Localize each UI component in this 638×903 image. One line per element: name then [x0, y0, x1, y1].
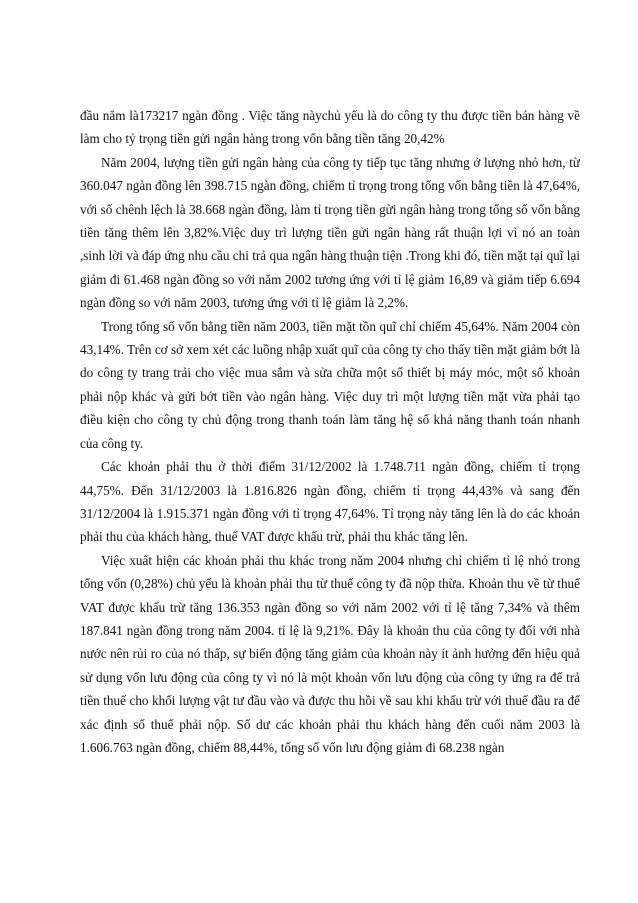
paragraph-4: Các khoản phải thu ở thời điểm 31/12/2002 là 1.748.711 ngàn đồng, chiếm tỉ trọng 44,75%. Đến 31/12/2003 là 1.816.826 ngàn đồng, chiếm tỉ trọng 44,43% và sang đến 31/12/2004 là 1.915.371 ngàn đồng với tỉ trọng 47,64%. Tỉ trọng này tăng lên là do các khoản phải thu của khách hàng, thuế VAT được khấu trừ, phải thu khác tăng lên.	[80, 459, 580, 545]
paragraph-2: Năm 2004, lượng tiền gửi ngân hàng của công ty tiếp tục tăng nhưng ở lượng nhỏ hơn, từ 360.047 ngàn đồng lên 398.715 ngàn đồng, chiếm tỉ trọng trong tổng vốn bằng tiền là 47,64%, với số chênh lệch là 38.668 ngàn đồng, làm tỉ trọng tiền gửi ngân hàng trong tổng số vốn bằng tiền tăng thêm lên 3,82%.Việc duy trì lượng tiền gửi ngân hàng rất thuận lợi vì nó an toàn ,sinh lời và đáp ứng nhu cầu chi trả qua ngân hàng thuận tiện .Trong khi đó, tiền mặt tại quĩ lại giảm đi 61.468 ngàn đồng so với năm 2002 tương ứng với tỉ lệ giảm 16,89 và giảm tiếp 6.694 ngàn đồng so với năm 2003, tương ứng với tỉ lệ giảm là 2,2%.	[80, 154, 580, 311]
paragraph-3: Trong tổng số vốn bằng tiền năm 2003, tiền mặt tồn quĩ chỉ chiếm 45,64%. Năm 2004 còn 43,14%. Trên cơ sở xem xét các luồng nhập xuất quĩ của công ty cho thấy tiền mặt giảm bớt là do công ty trang trải cho việc mua sắm và sửa chữa một số thiết bị máy móc, một số khoản phải nộp khác và gửi bớt tiền vào ngân hàng. Việc duy trì một lượng tiền mặt vừa phải tạo điều kiện cho công ty chủ động trong thanh toán làm tăng hệ số khả năng thanh toán nhanh của công ty.	[80, 318, 580, 451]
paragraph-5: Việc xuất hiện các khoản phải thu khác trong năm 2004 nhưng chỉ chiếm tỉ lệ nhỏ trong tổng vốn (0,28%) chủ yếu là khoản phải thu từ thuế công ty đã nộp thừa. Khoản thu về từ thuế VAT được khấu trừ tăng 136.353 ngàn đồng so với năm 2002 với tỉ lệ tăng 7,34% và thêm 187.841 ngàn đồng trong năm 2004. tỉ lệ là 9,21%. Đây là khoản thu của công ty đối với nhà nước nên rủi ro của nó thấp, sự biến động tăng giảm của khoản này ít ảnh hưởng đến hiệu quả sử dụng vốn lưu động của công ty vì nó là một khoản vốn lưu động của công ty ứng ra để trả tiền thuế cho khối lượng vật tư đầu vào và được thu hồi về sau khi khấu trừ với thuế đầu ra để xác định số thuế phải nộp. Số dư các khoản phải thu khách hàng đến cuối năm 2003 là 1.606.763 ngàn đồng, chiếm 88,44%, tổng số vốn lưu động giảm đi 68.238 ngàn	[80, 552, 580, 755]
paragraph-1: đầu năm là173217 ngàn đồng . Việc tăng nàychủ yếu là do công ty thu được tiền bán hàng về làm cho tỷ trọng tiền gửi ngân hàng trong vốn bằng tiền tăng 20,42%	[80, 108, 580, 147]
body-text	[80, 104, 580, 759]
